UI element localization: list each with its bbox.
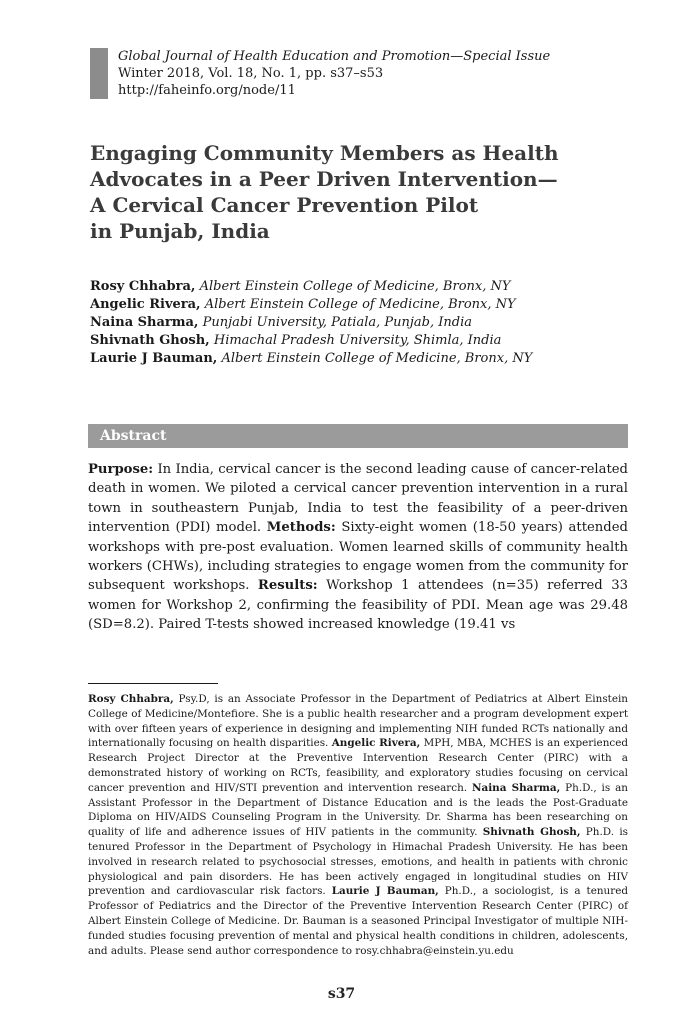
results-label: Results: bbox=[257, 578, 318, 594]
journal-url[interactable]: http://faheinfo.org/node/11 bbox=[118, 83, 296, 98]
bio-name: Naina Sharma, bbox=[471, 781, 561, 794]
journal-issue: Winter 2018, Vol. 18, No. 1, pp. s37–s53 bbox=[118, 66, 384, 81]
author-name: Shivnath Ghosh, bbox=[90, 333, 210, 348]
author-entry bbox=[90, 332, 620, 350]
author-name: Laurie J Bauman, bbox=[90, 351, 218, 366]
author-bios-footnote bbox=[88, 692, 628, 958]
bio-text: Ph.D. is tenured Professor in the Department of Psychology in Himachal Pradesh University. He has been involved in research related to psychosocial stresses, emotions, and health in patients with chronic physiological and pain disorders. He has been actively engaged in longitudinal studies on HIV prevention and cardiovascular risk factors. bbox=[88, 826, 628, 898]
journal-citation bbox=[90, 48, 550, 99]
bio-name: Laurie J Bauman, bbox=[331, 885, 439, 898]
bio-name: Shivnath Ghosh, bbox=[482, 826, 581, 839]
author-affiliation: Albert Einstein College of Medicine, Bronx, NY bbox=[199, 279, 511, 294]
bio-name: Angelic Rivera, bbox=[331, 737, 421, 750]
author-entry bbox=[90, 278, 620, 296]
author-list bbox=[90, 278, 620, 368]
bio-text: Ph.D., a sociologist, is a tenured Professor of Pediatrics and the Director of the Preventive Intervention Research Center (PIRC) of Albert Einstein College of Medicine. Dr. Bauman is a seasoned Principal Investigator of multiple NIH-funded studies focusing prevention of mental and physical health conditions in children, adolescents, and adults. Please send author correspondence to rosy.chhabra@einstein.yu.edu bbox=[88, 885, 628, 957]
author-affiliation: Albert Einstein College of Medicine, Bronx, NY bbox=[204, 297, 516, 312]
footnote-divider bbox=[88, 683, 218, 684]
results-text: Workshop 1 attendees (n=35) referred 33 women for Workshop 2, confirming the feasibility of PDI. Mean age was 29.48 (SD=8.2). Paired T-tests showed increased knowledge (19.41 vs bbox=[88, 578, 628, 633]
methods-label: Methods: bbox=[266, 520, 336, 536]
journal-name: Global Journal of Health Education and Promotion—Special Issue bbox=[118, 49, 551, 64]
paper-title bbox=[90, 140, 610, 244]
author-name: Angelic Rivera, bbox=[90, 297, 201, 312]
abstract-body bbox=[88, 460, 628, 635]
bio-text: MPH, MBA, MCHES is an experienced Research Project Director at the Preventive Intervention Research Center (PIRC) with a demonstrated history of working on RCTs, feasibility, and exploratory studies focusing on cervical cancer prevention and HIV/STI prevention and intervention research. bbox=[88, 737, 628, 794]
methods-text: Sixty-eight women (18-50 years) attended workshops with pre-post evaluation. Women learned skills of community health workers (CHWs), including strategies to engage women from the community for subsequent workshops. bbox=[88, 520, 628, 594]
title-line: in Punjab, India bbox=[90, 219, 270, 243]
title-line: A Cervical Cancer Prevention Pilot bbox=[90, 193, 479, 217]
page-number: s37 bbox=[327, 986, 356, 1002]
title-line: Advocates in a Peer Driven Intervention— bbox=[90, 167, 558, 191]
author-affiliation: Albert Einstein College of Medicine, Bronx, NY bbox=[221, 351, 533, 366]
bio-text: Psy.D, is an Associate Professor in the Department of Pediatrics at Albert Einstein College of Medicine/Montefiore. She is a public health researcher and a program development expert with over fifteen years of experience in designing and implementing NIH funded RCTs nationally and internationally focusing on health disparities. bbox=[88, 693, 628, 750]
author-entry bbox=[90, 314, 620, 332]
author-entry bbox=[90, 296, 620, 314]
title-line: Engaging Community Members as Health bbox=[90, 141, 559, 165]
purpose-label: Purpose: bbox=[88, 462, 154, 477]
abstract-heading: Abstract bbox=[88, 424, 628, 448]
author-affiliation: Himachal Pradesh University, Shimla, India bbox=[213, 333, 502, 348]
author-entry bbox=[90, 350, 620, 368]
bio-name: Rosy Chhabra, bbox=[88, 693, 174, 705]
purpose-text: In India, cervical cancer is the second leading cause of cancer-related death in women. We piloted a cervical cancer prevention intervention in a rural town in southeastern Punjab, India to test the feasibility of a peer-driven intervention (PDI) model. bbox=[88, 462, 628, 536]
author-affiliation: Punjabi University, Patiala, Punjab, India bbox=[202, 315, 472, 330]
bio-text: Ph.D., is an Assistant Professor in the Department of Distance Education and is the leads the Post-Graduate Diploma on HIV/AIDS Counseling Program in the University. Dr. Sharma has been researching on quality of life and adherence issues of HIV patients in the community. bbox=[88, 781, 628, 839]
author-name: Naina Sharma, bbox=[90, 315, 199, 330]
author-name: Rosy Chhabra, bbox=[90, 279, 196, 294]
